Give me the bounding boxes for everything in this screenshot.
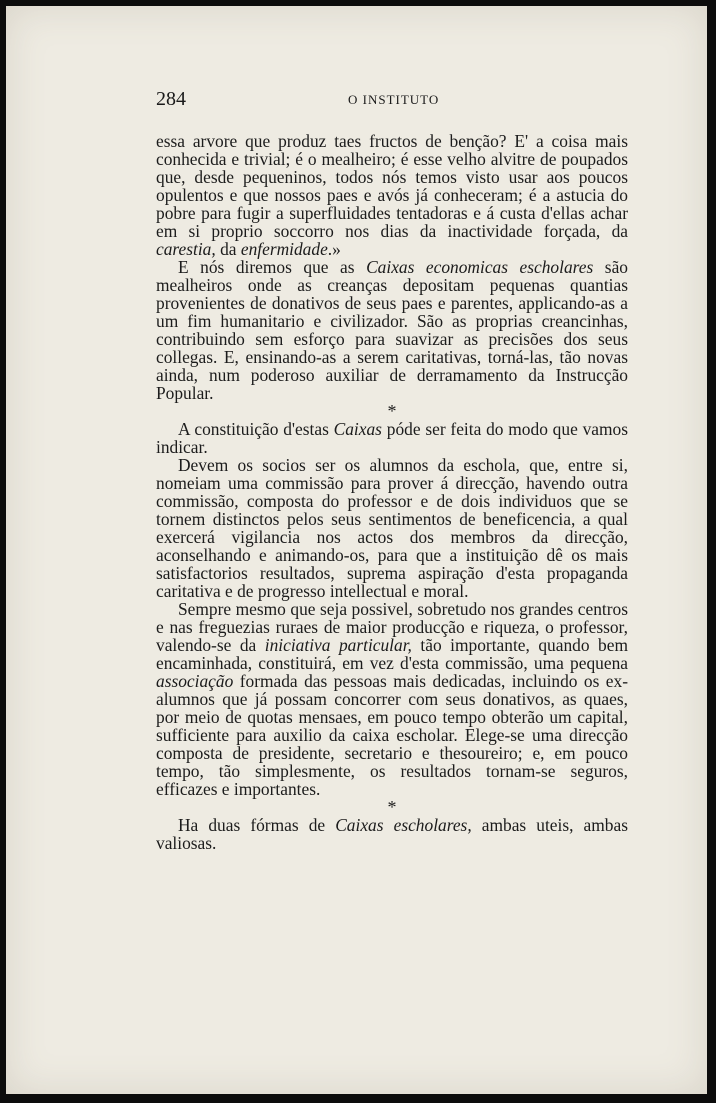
section-asterism-1: * bbox=[387, 401, 397, 421]
page-header bbox=[156, 88, 586, 112]
running-head: O INSTITUTO bbox=[348, 92, 440, 107]
paragraph-1: essa arvore que produz taes fructos de benção? E' a coisa mais conhecida e trivial; é o mealheiro; é esse velho alvitre de poupados que, desde pequeninos, todos nós temos visto usar aos poucos opulentos e que nossos paes e avós já conheceram; é a astucia do pobre para fugir a superfluidades tentadoras e á custa d'ellas achar em si proprio soccorro nos dias da inactividade forçada, da carestia, da enfermidade.» bbox=[156, 131, 628, 259]
paragraph-3: A constituição d'estas Caixas póde ser feita do modo que vamos indicar. bbox=[156, 419, 628, 457]
section-asterism-2: * bbox=[387, 797, 397, 817]
paragraph-2: E nós diremos que as Caixas economicas escholares são mealheiros onde as creanças depositam pequenas quantias provenientes de donativos de seus paes e parentes, applicando-as a um fim humanitario e civilizador. São as proprias creancinhas, contribuindo sem esforço para suavizar as precisões dos seus collegas. E, ensinando-as a serem caritativas, torná-las, tão novas ainda, num poderoso auxiliar de derramamento da Instrucção Popular. bbox=[156, 257, 628, 403]
paragraph-4: Devem os socios ser os alumnos da eschola, que, entre si, nomeiam uma commissão para prover á direcção, havendo outra commissão, composta do professor e de dois individuos que se tornem distinctos pelos seus sentimentos de beneficencia, a qual exercerá vigilancia nos actos dos membros da direcção, aconselhando e animando-os, para que a instituição dê os mais satisfactorios resultados, suprema aspiração d'esta propaganda caritativa e de progresso intellectual e moral. bbox=[156, 455, 628, 601]
paragraph-6: Ha duas fórmas de Caixas escholares, ambas uteis, ambas valiosas. bbox=[156, 815, 628, 853]
book-page bbox=[6, 6, 707, 1094]
page-body bbox=[156, 132, 628, 852]
paragraph-5: Sempre mesmo que seja possivel, sobretudo nos grandes centros e nas freguezias ruraes de maior producção e riqueza, o professor, valendo-se da iniciativa particular, tão importante, quando bem encaminhada, constituirá, em vez d'esta commissão, uma pequena associação formada das pessoas mais dedicadas, incluindo os ex-alumnos que já possam concorrer com seus donativos, as quaes, por meio de quotas mensaes, em pouco tempo obterão um capital, sufficiente para auxilio da caixa escholar. Elege-se uma direcção composta de presidente, secretario e thesoureiro; e, em pouco tempo, tão simplesmente, os resultados tornam-se seguros, efficazes e importantes. bbox=[156, 599, 628, 799]
page-number: 284 bbox=[156, 88, 186, 110]
